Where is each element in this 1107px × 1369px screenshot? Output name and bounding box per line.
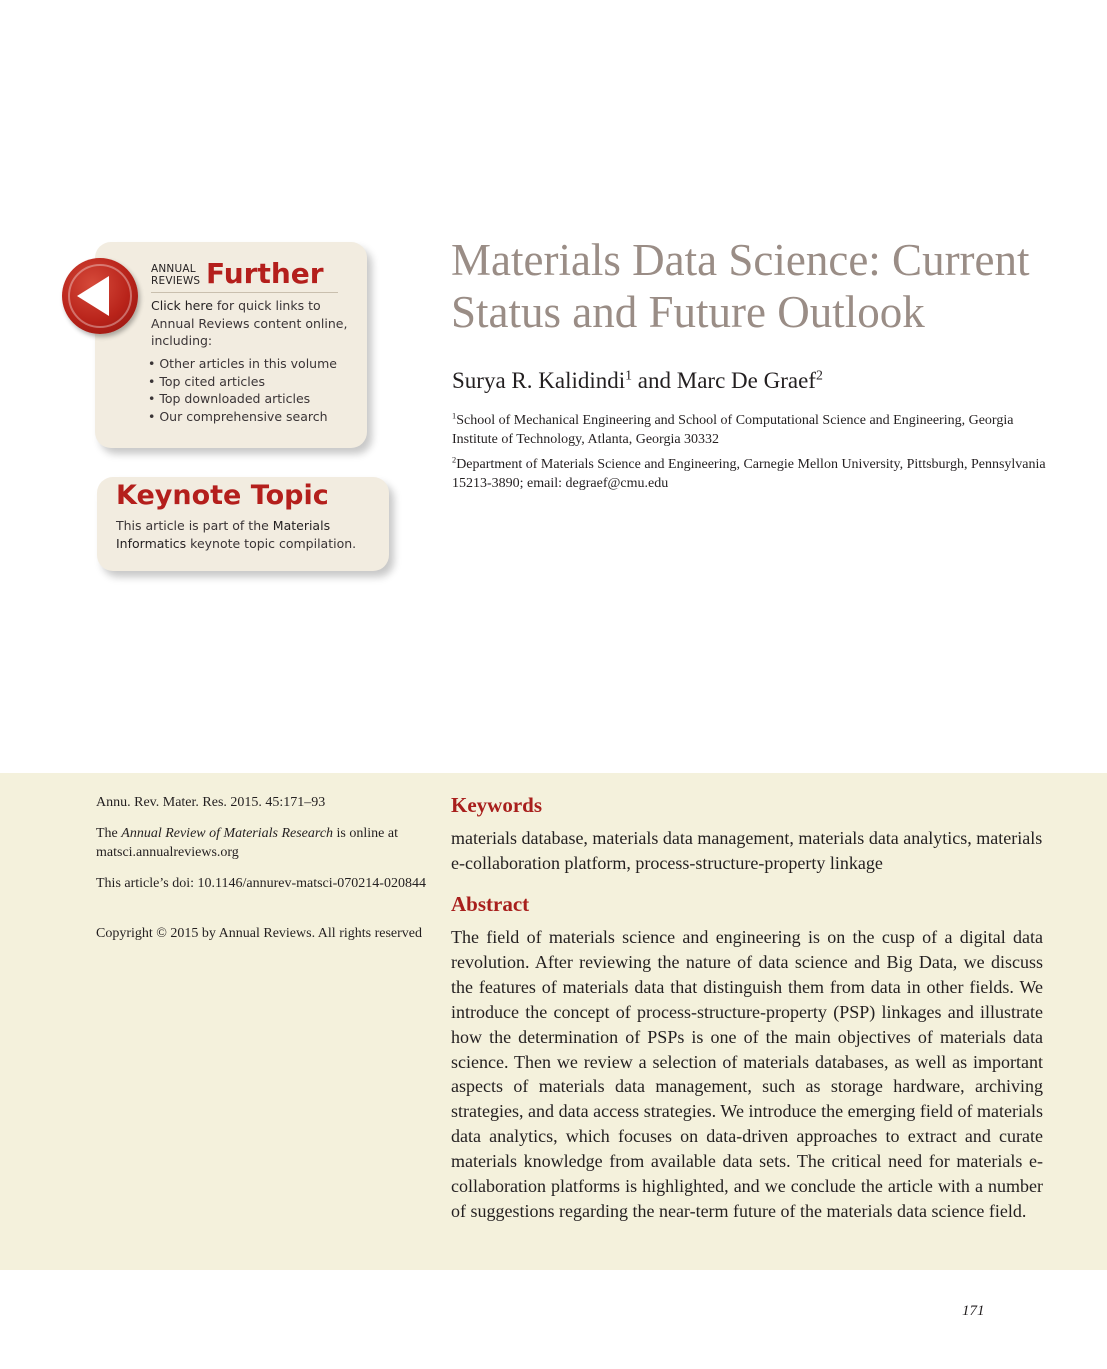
author-1-mark: 1 <box>625 367 633 383</box>
click-here-link[interactable]: Click here <box>151 298 213 313</box>
further-intro <box>151 297 351 350</box>
play-back-icon <box>77 276 109 316</box>
abstract-text: The field of materials science and engineering is on the cusp of a digital data revolution. After reviewing the nature of data science and Big Data, we discuss the features of materials data that distinguish them from data in other fields. We introduce the concept of process-structure-property (PSP) linkages and illustrate how the determination of PSPs is one of the main objectives of materials data science. Then we review a selection of materials databases, as well as important aspects of materials data management, such as storage hardware, archiving strategies, and data access strategies. We introduce the emerging field of materials data analytics, which focuses on data-driven approaches to extract and curate materials knowledge from available data sets. The critical need for materials e-collaboration platforms is highlighted, and we conclude the article with a number of suggestions regarding the near-term future of the materials data science field. <box>451 927 1043 1221</box>
further-intro-text: for quick links to Annual Reviews content online, including: <box>151 298 348 348</box>
further-title: Further <box>206 257 324 290</box>
online-note-pre: The <box>96 826 122 841</box>
citation: Annu. Rev. Mater. Res. 2015. 45:171–93 <box>96 795 326 810</box>
journal-name: Annual Review of Materials Research <box>121 826 334 841</box>
author-1: Surya R. Kalidindi <box>452 368 626 393</box>
keywords-text: materials database, materials data management, materials data analytics, materials e-collaboration platform, process-structure-property linkage <box>451 828 1043 873</box>
keynote-text-post: keynote topic compilation. <box>186 536 357 551</box>
keynote-topic-link[interactable]: Materials Informatics <box>116 518 331 551</box>
page-number: 171 <box>962 1303 985 1319</box>
affiliation-1-mark: 1 <box>452 411 457 421</box>
paper-title: Materials Data Science: Current Status and Future Outlook <box>451 235 1030 337</box>
keywords-heading: Keywords <box>451 793 542 817</box>
annual-label: ANNUAL <box>151 263 196 275</box>
copyright-note: Copyright © 2015 by Annual Reviews. All rights reserved <box>96 926 422 941</box>
online-note-post: is online at matsci.annualreviews.org <box>96 826 398 860</box>
further-item-top-cited[interactable]: • Top cited articles <box>148 373 265 389</box>
author-2: Marc De Graef <box>676 368 816 393</box>
keynote-text-pre: This article is part of the <box>116 518 273 533</box>
further-item-search[interactable]: • Our comprehensive search <box>148 408 328 424</box>
affiliation-1-text: School of Mechanical Engineering and School of Computational Science and Engineering, Georgia Institute of Technology, Atlanta, Georgia 30332 <box>452 413 1014 447</box>
affiliation-2 <box>452 455 1052 493</box>
further-divider <box>151 292 338 293</box>
authors-and: and <box>632 368 677 393</box>
online-note <box>96 824 426 862</box>
further-item-top-downloaded[interactable]: • Top downloaded articles <box>148 391 311 406</box>
keynote-title: Keynote Topic <box>116 480 329 511</box>
abstract-heading: Abstract <box>451 892 530 916</box>
affiliation-2-text: Department of Materials Science and Engineering, Carnegie Mellon University, Pittsburgh, Pennsylvania 15213-3890; email: degraef@cmu.edu <box>452 457 1046 491</box>
keynote-text <box>116 517 388 553</box>
further-list <box>148 355 337 425</box>
affiliation-2-mark: 2 <box>452 455 457 465</box>
doi-note: This article’s doi: 10.1146/annurev-matsci-070214-020844 <box>96 876 426 891</box>
reviews-label: REVIEWS <box>151 275 201 287</box>
author-2-mark: 2 <box>815 367 823 383</box>
authors <box>452 366 823 396</box>
further-item-other-articles[interactable]: • Other articles in this volume <box>148 356 337 371</box>
affiliation-1 <box>452 411 1052 449</box>
